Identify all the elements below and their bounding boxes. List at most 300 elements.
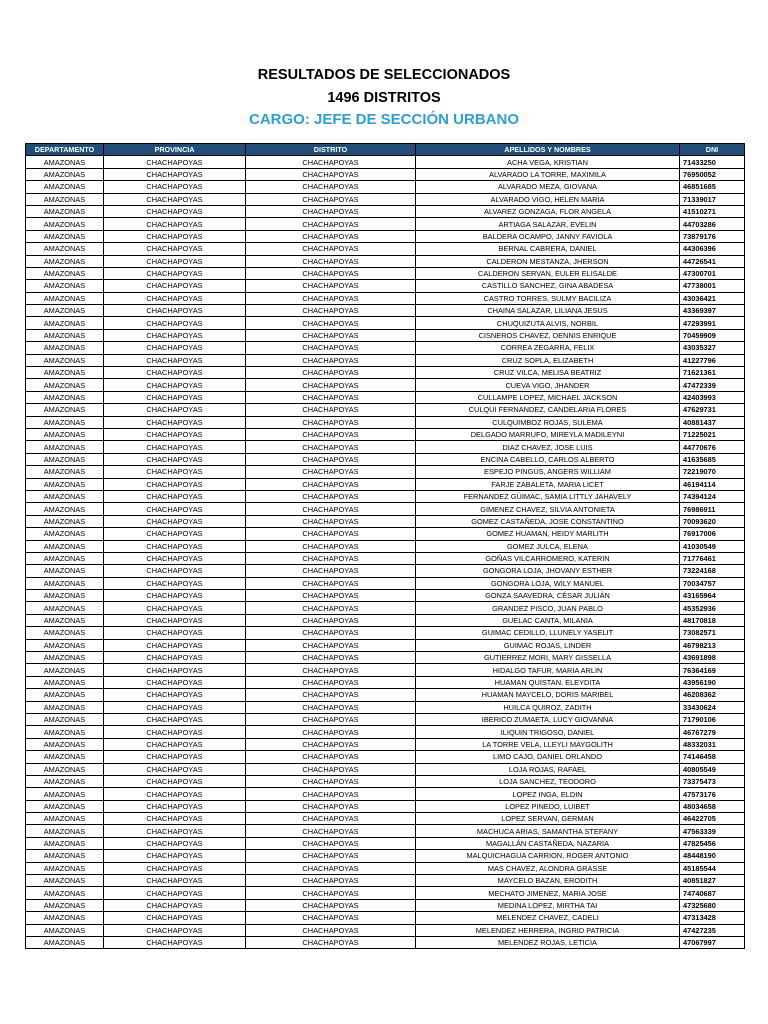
dni-cell: 46767279 (680, 726, 745, 738)
dni-cell: 70093620 (680, 515, 745, 527)
distrito-cell: CHACHAPOYAS (246, 887, 416, 899)
departamento-cell: AMAZONAS (26, 528, 104, 540)
name-cell: GRANDEZ PISCO, JUAN PABLO (416, 602, 680, 614)
dni-cell: 47563339 (680, 825, 745, 837)
table-row (26, 713, 745, 725)
distrito-cell: CHACHAPOYAS (246, 875, 416, 887)
provincia-cell: CHACHAPOYAS (104, 503, 246, 515)
dni-cell: 73224168 (680, 565, 745, 577)
distrito-cell: CHACHAPOYAS (246, 367, 416, 379)
dni-cell: 46194114 (680, 478, 745, 490)
departamento-cell: AMAZONAS (26, 565, 104, 577)
results-table (25, 143, 745, 949)
name-cell: GUELAC CANTA, MILANIA (416, 614, 680, 626)
departamento-cell: AMAZONAS (26, 243, 104, 255)
departamento-cell: AMAZONAS (26, 292, 104, 304)
dni-cell: 44306396 (680, 243, 745, 255)
dni-cell: 43369397 (680, 305, 745, 317)
name-cell: MAGALLÁN CASTAÑEDA, NAZARIA (416, 837, 680, 849)
dni-cell: 70459909 (680, 329, 745, 341)
dni-cell: 71790106 (680, 713, 745, 725)
provincia-cell: CHACHAPOYAS (104, 763, 246, 775)
dni-cell: 40805549 (680, 763, 745, 775)
departamento-cell: AMAZONAS (26, 937, 104, 949)
distrito-cell: CHACHAPOYAS (246, 912, 416, 924)
table-row (26, 329, 745, 341)
table-row (26, 503, 745, 515)
departamento-cell: AMAZONAS (26, 912, 104, 924)
table-row (26, 788, 745, 800)
name-cell: LOJA ROJAS, RAFAEL (416, 763, 680, 775)
distrito-cell: CHACHAPOYAS (246, 899, 416, 911)
table-row (26, 775, 745, 787)
name-cell: MAS CHAVEZ, ALONDRA GRASSE (416, 862, 680, 874)
dni-cell: 47300701 (680, 267, 745, 279)
departamento-cell: AMAZONAS (26, 813, 104, 825)
provincia-cell: CHACHAPOYAS (104, 218, 246, 230)
departamento-cell: AMAZONAS (26, 280, 104, 292)
name-cell: FARJE ZABALETA, MARIA LICET (416, 478, 680, 490)
provincia-cell: CHACHAPOYAS (104, 800, 246, 812)
distrito-cell: CHACHAPOYAS (246, 329, 416, 341)
distrito-cell: CHACHAPOYAS (246, 627, 416, 639)
dni-cell: 47313428 (680, 912, 745, 924)
dni-cell: 46851685 (680, 181, 745, 193)
distrito-cell: CHACHAPOYAS (246, 862, 416, 874)
departamento-cell: AMAZONAS (26, 664, 104, 676)
name-cell: ALVARADO VIGO, HELEN MARIA (416, 193, 680, 205)
table-row (26, 267, 745, 279)
provincia-cell: CHACHAPOYAS (104, 515, 246, 527)
departamento-cell: AMAZONAS (26, 837, 104, 849)
departamento-cell: AMAZONAS (26, 478, 104, 490)
provincia-cell: CHACHAPOYAS (104, 565, 246, 577)
table-row (26, 428, 745, 440)
dni-cell: 73879176 (680, 230, 745, 242)
name-cell: LOPEZ PINEDO, LUIBET (416, 800, 680, 812)
name-cell: GUTIERREZ MORI, MARY GISSELLA (416, 652, 680, 664)
departamento-cell: AMAZONAS (26, 428, 104, 440)
provincia-cell: CHACHAPOYAS (104, 937, 246, 949)
provincia-cell: CHACHAPOYAS (104, 813, 246, 825)
provincia-cell: CHACHAPOYAS (104, 255, 246, 267)
provincia-cell: CHACHAPOYAS (104, 627, 246, 639)
provincia-cell: CHACHAPOYAS (104, 540, 246, 552)
departamento-cell: AMAZONAS (26, 267, 104, 279)
departamento-cell: AMAZONAS (26, 689, 104, 701)
departamento-cell: AMAZONAS (26, 490, 104, 502)
dni-cell: 76986911 (680, 503, 745, 515)
departamento-cell: AMAZONAS (26, 726, 104, 738)
distrito-cell: CHACHAPOYAS (246, 676, 416, 688)
provincia-cell: CHACHAPOYAS (104, 305, 246, 317)
table-row (26, 676, 745, 688)
name-cell: ALVARADO MEZA, GIOVANA (416, 181, 680, 193)
departamento-cell: AMAZONAS (26, 168, 104, 180)
dni-cell: 47293991 (680, 317, 745, 329)
provincia-cell: CHACHAPOYAS (104, 738, 246, 750)
provincia-cell: CHACHAPOYAS (104, 701, 246, 713)
departamento-cell: AMAZONAS (26, 193, 104, 205)
provincia-cell: CHACHAPOYAS (104, 577, 246, 589)
dni-cell: 46798213 (680, 639, 745, 651)
provincia-cell: CHACHAPOYAS (104, 689, 246, 701)
distrito-cell: CHACHAPOYAS (246, 924, 416, 936)
dni-cell: 48170818 (680, 614, 745, 626)
distrito-cell: CHACHAPOYAS (246, 850, 416, 862)
departamento-cell: AMAZONAS (26, 652, 104, 664)
table-row (26, 156, 745, 168)
table-row (26, 825, 745, 837)
table-row (26, 453, 745, 465)
name-cell: GIMENEZ CHAVEZ, SILVIA ANTONIETA (416, 503, 680, 515)
provincia-cell: CHACHAPOYAS (104, 156, 246, 168)
departamento-cell: AMAZONAS (26, 503, 104, 515)
distrito-cell: CHACHAPOYAS (246, 255, 416, 267)
provincia-cell: CHACHAPOYAS (104, 193, 246, 205)
dni-cell: 46208362 (680, 689, 745, 701)
departamento-cell: AMAZONAS (26, 701, 104, 713)
table-row (26, 577, 745, 589)
departamento-cell: AMAZONAS (26, 354, 104, 366)
departamento-cell: AMAZONAS (26, 181, 104, 193)
provincia-cell: CHACHAPOYAS (104, 490, 246, 502)
provincia-cell: CHACHAPOYAS (104, 614, 246, 626)
distrito-cell: CHACHAPOYAS (246, 478, 416, 490)
distrito-cell: CHACHAPOYAS (246, 577, 416, 589)
distrito-cell: CHACHAPOYAS (246, 181, 416, 193)
dni-cell: 33430624 (680, 701, 745, 713)
column-header-dni: DNI (680, 144, 745, 156)
provincia-cell: CHACHAPOYAS (104, 416, 246, 428)
distrito-cell: CHACHAPOYAS (246, 490, 416, 502)
distrito-cell: CHACHAPOYAS (246, 937, 416, 949)
dni-cell: 47629731 (680, 404, 745, 416)
departamento-cell: AMAZONAS (26, 899, 104, 911)
distrito-cell: CHACHAPOYAS (246, 813, 416, 825)
table-row (26, 305, 745, 317)
provincia-cell: CHACHAPOYAS (104, 230, 246, 242)
departamento-cell: AMAZONAS (26, 788, 104, 800)
departamento-cell: AMAZONAS (26, 738, 104, 750)
dni-cell: 71339017 (680, 193, 745, 205)
dni-cell: 71225021 (680, 428, 745, 440)
table-row (26, 639, 745, 651)
name-cell: GONZA SAAVEDRA, CÉSAR JULIÁN (416, 590, 680, 602)
table-row (26, 181, 745, 193)
departamento-cell: AMAZONAS (26, 230, 104, 242)
table-row (26, 689, 745, 701)
table-row (26, 701, 745, 713)
departamento-cell: AMAZONAS (26, 305, 104, 317)
dni-cell: 47427235 (680, 924, 745, 936)
provincia-cell: CHACHAPOYAS (104, 342, 246, 354)
table-body (26, 156, 745, 949)
name-cell: FERNANDEZ GÜIMAC, SAMIA LITTLY JAHAVELY (416, 490, 680, 502)
departamento-cell: AMAZONAS (26, 367, 104, 379)
departamento-cell: AMAZONAS (26, 540, 104, 552)
table-row (26, 850, 745, 862)
name-cell: CHAINA SALAZAR, LILIANA JESUS (416, 305, 680, 317)
departamento-cell: AMAZONAS (26, 775, 104, 787)
name-cell: LOJA SANCHEZ, TEODORO (416, 775, 680, 787)
column-header-apellidos-nombres: APELLIDOS Y NOMBRES (416, 144, 680, 156)
provincia-cell: CHACHAPOYAS (104, 825, 246, 837)
name-cell: BERNAL CABRERA, DANIEL (416, 243, 680, 255)
name-cell: DELGADO MARRUFO, MIREYLA MADILEYNI (416, 428, 680, 440)
provincia-cell: CHACHAPOYAS (104, 652, 246, 664)
distrito-cell: CHACHAPOYAS (246, 404, 416, 416)
departamento-cell: AMAZONAS (26, 887, 104, 899)
table-row (26, 924, 745, 936)
dni-cell: 40851827 (680, 875, 745, 887)
table-row (26, 168, 745, 180)
name-cell: MELENDEZ HERRERA, INGRID PATRICIA (416, 924, 680, 936)
departamento-cell: AMAZONAS (26, 404, 104, 416)
distrito-cell: CHACHAPOYAS (246, 614, 416, 626)
departamento-cell: AMAZONAS (26, 466, 104, 478)
table-row (26, 292, 745, 304)
dni-cell: 76364169 (680, 664, 745, 676)
provincia-cell: CHACHAPOYAS (104, 404, 246, 416)
provincia-cell: CHACHAPOYAS (104, 552, 246, 564)
departamento-cell: AMAZONAS (26, 552, 104, 564)
name-cell: GOMEZ HUAMAN, HEIDY MARLITH (416, 528, 680, 540)
departamento-cell: AMAZONAS (26, 590, 104, 602)
departamento-cell: AMAZONAS (26, 329, 104, 341)
departamento-cell: AMAZONAS (26, 713, 104, 725)
name-cell: CALDERON SERVAN, EULER ELISALDE (416, 267, 680, 279)
table-header-row (26, 144, 745, 156)
dni-cell: 74146458 (680, 751, 745, 763)
distrito-cell: CHACHAPOYAS (246, 515, 416, 527)
dni-cell: 43036421 (680, 292, 745, 304)
distrito-cell: CHACHAPOYAS (246, 156, 416, 168)
dni-cell: 47067997 (680, 937, 745, 949)
distrito-cell: CHACHAPOYAS (246, 788, 416, 800)
provincia-cell: CHACHAPOYAS (104, 280, 246, 292)
provincia-cell: CHACHAPOYAS (104, 205, 246, 217)
dni-cell: 47825456 (680, 837, 745, 849)
provincia-cell: CHACHAPOYAS (104, 453, 246, 465)
name-cell: GUIMAC ROJAS, LINDER (416, 639, 680, 651)
table-row (26, 751, 745, 763)
dni-cell: 76950052 (680, 168, 745, 180)
table-row (26, 565, 745, 577)
name-cell: CALDERON MESTANZA, JHERSON (416, 255, 680, 267)
table-row (26, 218, 745, 230)
provincia-cell: CHACHAPOYAS (104, 912, 246, 924)
dni-cell: 40881437 (680, 416, 745, 428)
dni-cell: 74394124 (680, 490, 745, 502)
table-row (26, 243, 745, 255)
table-row (26, 813, 745, 825)
distrito-cell: CHACHAPOYAS (246, 379, 416, 391)
table-row (26, 763, 745, 775)
departamento-cell: AMAZONAS (26, 875, 104, 887)
provincia-cell: CHACHAPOYAS (104, 367, 246, 379)
document-subtitle: 1496 DISTRITOS (327, 90, 441, 106)
column-header-provincia: PROVINCIA (104, 144, 246, 156)
name-cell: CASTRO TORRES, SULMY BACILIZA (416, 292, 680, 304)
table-row (26, 193, 745, 205)
departamento-cell: AMAZONAS (26, 850, 104, 862)
name-cell: GOMEZ CASTAÑEDA, JOSE CONSTANTINO (416, 515, 680, 527)
table-row (26, 875, 745, 887)
name-cell: CORREA ZEGARRA, FELIX (416, 342, 680, 354)
provincia-cell: CHACHAPOYAS (104, 775, 246, 787)
departamento-cell: AMAZONAS (26, 676, 104, 688)
distrito-cell: CHACHAPOYAS (246, 689, 416, 701)
departamento-cell: AMAZONAS (26, 416, 104, 428)
distrito-cell: CHACHAPOYAS (246, 540, 416, 552)
dni-cell: 44726541 (680, 255, 745, 267)
dni-cell: 43165964 (680, 590, 745, 602)
distrito-cell: CHACHAPOYAS (246, 664, 416, 676)
table-row (26, 230, 745, 242)
name-cell: LIMO CAJO, DANIEL ORLANDO (416, 751, 680, 763)
distrito-cell: CHACHAPOYAS (246, 726, 416, 738)
distrito-cell: CHACHAPOYAS (246, 416, 416, 428)
table-row (26, 800, 745, 812)
departamento-cell: AMAZONAS (26, 255, 104, 267)
distrito-cell: CHACHAPOYAS (246, 391, 416, 403)
distrito-cell: CHACHAPOYAS (246, 317, 416, 329)
distrito-cell: CHACHAPOYAS (246, 280, 416, 292)
name-cell: ENCINA CABELLO, CARLOS ALBERTO (416, 453, 680, 465)
departamento-cell: AMAZONAS (26, 577, 104, 589)
provincia-cell: CHACHAPOYAS (104, 664, 246, 676)
table-row (26, 837, 745, 849)
departamento-cell: AMAZONAS (26, 441, 104, 453)
name-cell: BALDERA OCAMPO, JANNY FAVIOLA (416, 230, 680, 242)
dni-cell: 42403993 (680, 391, 745, 403)
provincia-cell: CHACHAPOYAS (104, 181, 246, 193)
table-row (26, 404, 745, 416)
name-cell: CRUZ SOPLA, ELIZABETH (416, 354, 680, 366)
table-row (26, 726, 745, 738)
provincia-cell: CHACHAPOYAS (104, 924, 246, 936)
provincia-cell: CHACHAPOYAS (104, 466, 246, 478)
name-cell: GOMEZ JULCA, ELENA (416, 540, 680, 552)
distrito-cell: CHACHAPOYAS (246, 193, 416, 205)
name-cell: HUAMAN QUISTAN, ELEYDITA (416, 676, 680, 688)
provincia-cell: CHACHAPOYAS (104, 726, 246, 738)
distrito-cell: CHACHAPOYAS (246, 292, 416, 304)
name-cell: MACHUCA ARIAS, SAMANTHA STEFANY (416, 825, 680, 837)
dni-cell: 43035327 (680, 342, 745, 354)
dni-cell: 41510271 (680, 205, 745, 217)
dni-cell: 71433250 (680, 156, 745, 168)
dni-cell: 45352936 (680, 602, 745, 614)
dni-cell: 48448190 (680, 850, 745, 862)
name-cell: ALVAREZ GONZAGA, FLOR ANGELA (416, 205, 680, 217)
departamento-cell: AMAZONAS (26, 924, 104, 936)
distrito-cell: CHACHAPOYAS (246, 528, 416, 540)
provincia-cell: CHACHAPOYAS (104, 788, 246, 800)
dni-cell: 74740687 (680, 887, 745, 899)
distrito-cell: CHACHAPOYAS (246, 168, 416, 180)
departamento-cell: AMAZONAS (26, 453, 104, 465)
provincia-cell: CHACHAPOYAS (104, 243, 246, 255)
name-cell: HIDALGO TAFUR, MARIA ARLIN (416, 664, 680, 676)
provincia-cell: CHACHAPOYAS (104, 850, 246, 862)
table-row (26, 441, 745, 453)
dni-cell: 47325680 (680, 899, 745, 911)
departamento-cell: AMAZONAS (26, 602, 104, 614)
departamento-cell: AMAZONAS (26, 627, 104, 639)
table-row (26, 887, 745, 899)
departamento-cell: AMAZONAS (26, 379, 104, 391)
departamento-cell: AMAZONAS (26, 156, 104, 168)
name-cell: CULQUIMBOZ ROJAS, SULEMA (416, 416, 680, 428)
table-row (26, 899, 745, 911)
provincia-cell: CHACHAPOYAS (104, 478, 246, 490)
provincia-cell: CHACHAPOYAS (104, 887, 246, 899)
provincia-cell: CHACHAPOYAS (104, 317, 246, 329)
distrito-cell: CHACHAPOYAS (246, 775, 416, 787)
table-row (26, 614, 745, 626)
provincia-cell: CHACHAPOYAS (104, 713, 246, 725)
distrito-cell: CHACHAPOYAS (246, 466, 416, 478)
dni-cell: 44770676 (680, 441, 745, 453)
distrito-cell: CHACHAPOYAS (246, 825, 416, 837)
name-cell: CULQUI FERNANDEZ, CANDELARIA FLORES (416, 404, 680, 416)
table-row (26, 490, 745, 502)
table-row (26, 862, 745, 874)
name-cell: CUEVA VIGO, JHANDER (416, 379, 680, 391)
departamento-cell: AMAZONAS (26, 751, 104, 763)
distrito-cell: CHACHAPOYAS (246, 800, 416, 812)
distrito-cell: CHACHAPOYAS (246, 751, 416, 763)
table-row (26, 379, 745, 391)
table-row (26, 552, 745, 564)
departamento-cell: AMAZONAS (26, 825, 104, 837)
distrito-cell: CHACHAPOYAS (246, 639, 416, 651)
table-row (26, 416, 745, 428)
distrito-cell: CHACHAPOYAS (246, 218, 416, 230)
provincia-cell: CHACHAPOYAS (104, 391, 246, 403)
departamento-cell: AMAZONAS (26, 639, 104, 651)
name-cell: MECHATO JIMENEZ, MARIA JOSE (416, 887, 680, 899)
provincia-cell: CHACHAPOYAS (104, 751, 246, 763)
table-row (26, 912, 745, 924)
name-cell: LOPEZ INGA, ELDIN (416, 788, 680, 800)
dni-cell: 44703286 (680, 218, 745, 230)
table-row (26, 255, 745, 267)
column-header-distrito: DISTRITO (246, 144, 416, 156)
table-row (26, 652, 745, 664)
departamento-cell: AMAZONAS (26, 800, 104, 812)
name-cell: GUIMAC CEDILLO, LLUNELY YASELIT (416, 627, 680, 639)
distrito-cell: CHACHAPOYAS (246, 602, 416, 614)
dni-cell: 48034658 (680, 800, 745, 812)
dni-cell: 41227796 (680, 354, 745, 366)
name-cell: LA TORRE VELA, LLEYLI MAYGOLITH (416, 738, 680, 750)
distrito-cell: CHACHAPOYAS (246, 713, 416, 725)
distrito-cell: CHACHAPOYAS (246, 354, 416, 366)
dni-cell: 47738001 (680, 280, 745, 292)
dni-cell: 71776461 (680, 552, 745, 564)
name-cell: CHUQUIZUTA ALVIS, NORBIL (416, 317, 680, 329)
dni-cell: 70034757 (680, 577, 745, 589)
departamento-cell: AMAZONAS (26, 205, 104, 217)
distrito-cell: CHACHAPOYAS (246, 428, 416, 440)
provincia-cell: CHACHAPOYAS (104, 441, 246, 453)
provincia-cell: CHACHAPOYAS (104, 292, 246, 304)
name-cell: MELENDEZ ROJAS, LETICIA (416, 937, 680, 949)
table-row (26, 478, 745, 490)
